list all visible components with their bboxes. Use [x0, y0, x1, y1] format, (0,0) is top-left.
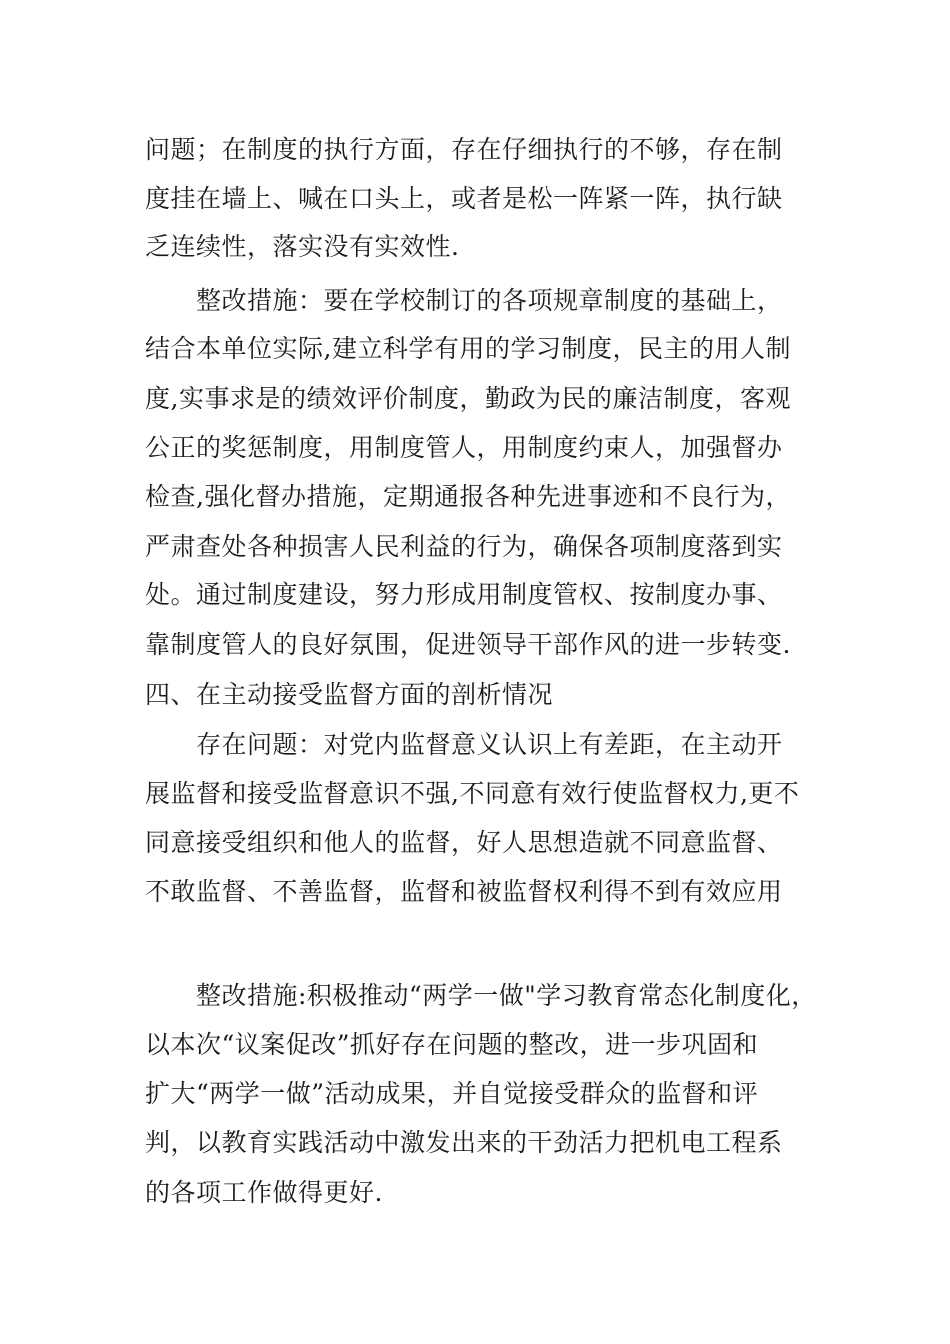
text-line: 以本次“议案促改”抓好存在问题的整改，进一步巩固和 — [145, 1030, 759, 1059]
text-line: 同意接受组织和他人的监督，好人思想造就不同意监督、 — [145, 828, 783, 857]
text-line: 处。通过制度建设，努力形成用制度管权、按制度办事、 — [145, 580, 783, 609]
paragraph-start-line: 存在问题：对党内监督意义认识上有差距，在主动开 — [196, 730, 783, 759]
text-line: 严肃查处各种损害人民利益的行为，确保各项制度落到实 — [145, 532, 783, 561]
text-line: 不敢监督、不善监督，监督和被监督权利得不到有效应用 — [145, 877, 783, 906]
text-line: 检查,强化督办措施，定期通报各种先进事迹和不良行为， — [145, 482, 791, 511]
text-line: 的各项工作做得更好. — [145, 1178, 383, 1207]
text-line: 度挂在墙上、喊在口头上，或者是松一阵紧一阵，执行缺 — [145, 184, 783, 213]
paragraph-start-line: 整改措施：要在学校制订的各项规章制度的基础上， — [196, 286, 783, 315]
text-line: 度,实事求是的绩效评价制度，勤政为民的廉洁制度，客观 — [145, 384, 791, 413]
text-line: 扩大“两学一做”活动成果，并自觉接受群众的监督和评 — [145, 1079, 759, 1108]
section-heading: 四、在主动接受监督方面的剖析情况 — [145, 680, 554, 709]
text-line: 问题；在制度的执行方面，存在仔细执行的不够，存在制 — [145, 135, 783, 164]
text-line: 乏连续性，落实没有实效性. — [145, 232, 460, 261]
text-line: 靠制度管人的良好氛围，促进领导干部作风的进一步转变. — [145, 630, 791, 659]
paragraph-start-line: 整改措施:积极推动“两学一做"学习教育常态化制度化， — [196, 981, 817, 1010]
text-line: 展监督和接受监督意识不强,不同意有效行使监督权力,更不 — [145, 779, 800, 808]
text-line: 结合本单位实际,建立科学有用的学习制度，民主的用人制 — [145, 334, 791, 363]
text-line: 公正的奖惩制度，用制度管人，用制度约束人，加强督办 — [145, 433, 783, 462]
text-line: 判，以教育实践活动中激发出来的干劲活力把机电工程系 — [145, 1128, 783, 1157]
